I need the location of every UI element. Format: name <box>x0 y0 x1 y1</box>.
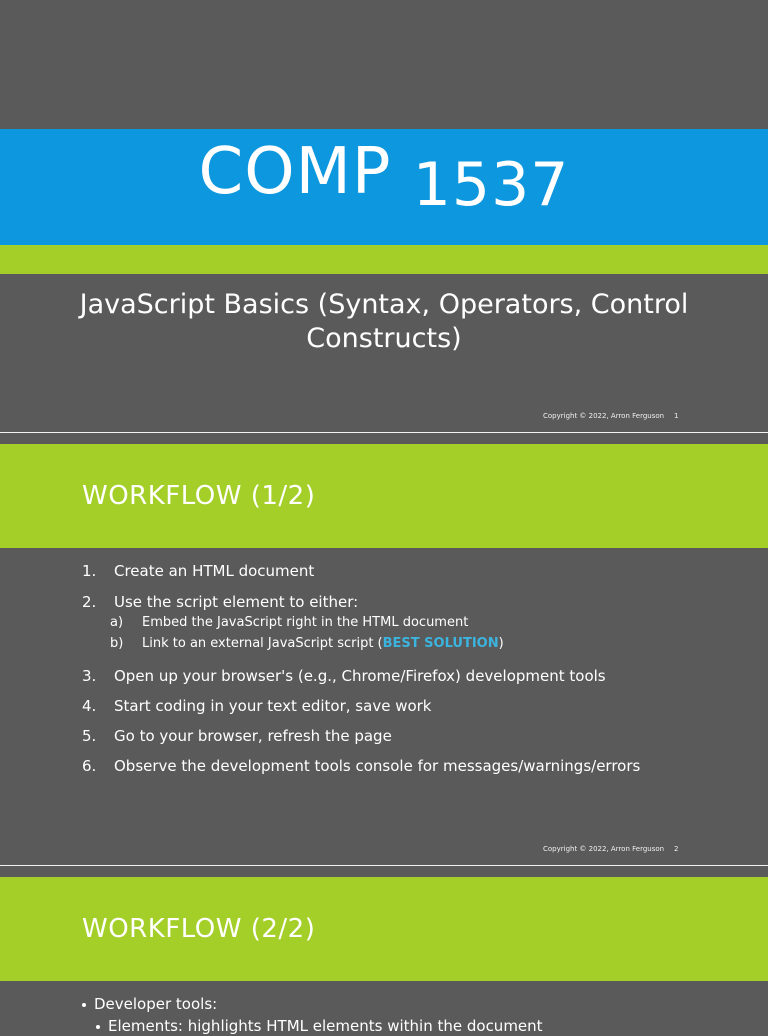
sub-list-letter: b) <box>110 636 124 651</box>
course-title-number: 1537 <box>412 150 570 220</box>
slide-subtitle: JavaScript Basics (Syntax, Operators, Control Constructs) <box>79 289 689 354</box>
list-number: 4. <box>82 697 97 715</box>
list-text: Observe the development tools console for messages/warnings/errors <box>114 757 641 775</box>
bullet-item <box>82 994 217 1014</box>
copyright-footer: Copyright © 2022, Arron Ferguson <box>543 412 665 420</box>
slide-heading: WORKFLOW (1/2) <box>82 481 316 511</box>
copyright-footer: Copyright © 2022, Arron Ferguson <box>543 845 665 853</box>
sub-bullet-text: Elements: highlights HTML elements within the document <box>108 1017 543 1035</box>
highlight-text: BEST SOLUTION <box>382 636 499 651</box>
list-number: 5. <box>82 727 97 745</box>
list-text: Open up your browser's (e.g., Chrome/Firefox) development tools <box>114 667 606 685</box>
course-title <box>0 130 768 220</box>
bullet-dot <box>82 1003 86 1007</box>
list-number: 3. <box>82 667 97 685</box>
list-text: Start coding in your text editor, save work <box>114 697 432 715</box>
sub-list-text <box>142 635 504 653</box>
sub-list-text-after: ) <box>498 636 504 651</box>
list-text: Use the script element to either: <box>114 593 359 611</box>
sub-list-text: Embed the JavaScript right in the HTML document <box>142 615 469 630</box>
page-number: 2 <box>674 845 679 853</box>
bullet-text: Developer tools: <box>94 995 218 1013</box>
slide-heading: WORKFLOW (2/2) <box>82 914 316 944</box>
list-text: Go to your browser, refresh the page <box>114 727 392 745</box>
course-title-text: COMP <box>198 135 392 209</box>
sub-bullet-item <box>96 1016 543 1036</box>
accent-band <box>0 245 768 274</box>
sub-list-text-before: Link to an external JavaScript script ( <box>142 636 383 651</box>
page-number: 1 <box>674 412 679 420</box>
slide-divider <box>0 432 768 433</box>
list-text: Create an HTML document <box>114 562 315 580</box>
list-number: 1. <box>82 562 97 580</box>
slide-divider <box>0 865 768 866</box>
sub-list-letter: a) <box>110 615 124 630</box>
bullet-dot <box>96 1025 100 1029</box>
list-number: 6. <box>82 757 97 775</box>
list-number: 2. <box>82 593 97 611</box>
